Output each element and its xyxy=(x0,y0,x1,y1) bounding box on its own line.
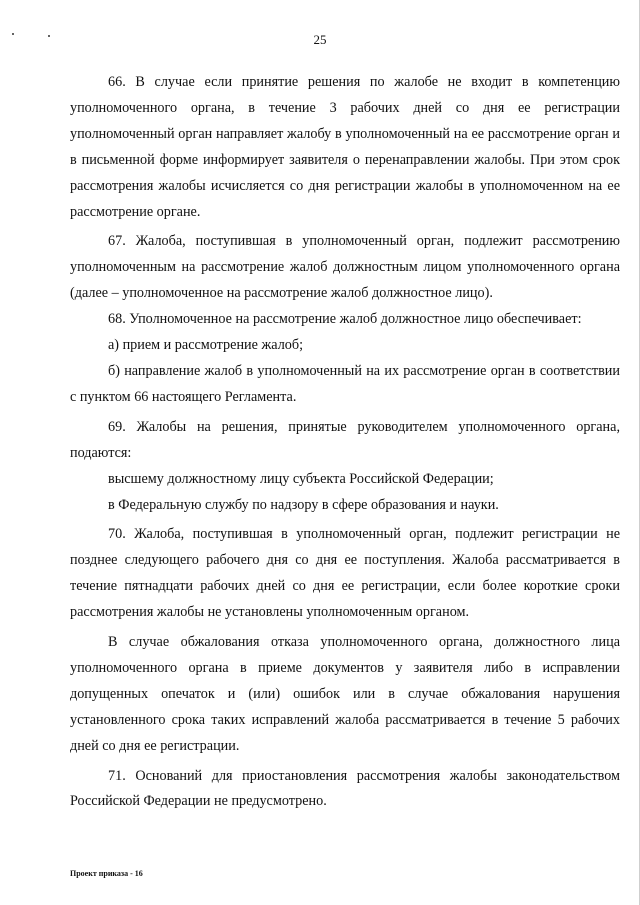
list-item-a: а) прием и рассмотрение жалоб; xyxy=(108,337,304,354)
list-item-subject: высшему должностному лицу субъекта Российской Федерации; xyxy=(108,470,494,487)
paragraph-68: 68. Уполномоченное на рассмотрение жалоб должностное лицо обеспечивает: xyxy=(108,311,582,328)
document-body xyxy=(70,70,620,815)
paragraph-66: 66. В случае если принятие решения по жалобе не входит в компетенцию уполномоченного органа, в течение 3 рабочих дней со дня ее регистрации уполномоченный орган направляет жалобу в уполномоченный на ее рассмотрение орган и в письменной форме информирует заявителя о перенаправлении жалобы. При этом срок рассмотрения жалобы исчисляется со дня регистрации жалобы в уполномоченном на ее рассмотрение органе. xyxy=(70,74,620,220)
paragraph-70-continuation: В случае обжалования отказа уполномоченного органа, должностного лица уполномоченного органа в приеме документов у заявителя либо в исправлении допущенных опечаток и (или) ошибок или в случае обжалования нарушения установленного срока таких исправлений жалоба рассматривается в течение 5 рабочих дней со дня ее регистрации. xyxy=(70,634,620,754)
paragraph-71: 71. Оснований для приостановления рассмотрения жалобы законодательством Российской Федерации не предусмотрено. xyxy=(70,767,620,810)
list-item-b: б) направление жалоб в уполномоченный на их рассмотрение орган в соответствии с пунктом 66 настоящего Регламента. xyxy=(70,362,620,405)
paragraph-69: 69. Жалобы на решения, принятые руководителем уполномоченного органа, подаются: xyxy=(70,418,620,461)
paragraph-67: 67. Жалоба, поступившая в уполномоченный орган, подлежит рассмотрению уполномоченным на рассмотрение жалоб должностным лицом уполномоченного органа (далее – уполномоченное на рассмотрение жалоб должностное лицо). xyxy=(70,233,620,302)
list-item-federal-service: в Федеральную службу по надзору в сфере образования и науки. xyxy=(108,496,499,513)
page-number: 25 xyxy=(313,32,327,47)
footer-note: Проект приказа - 16 xyxy=(70,869,143,878)
paragraph-70: 70. Жалоба, поступившая в уполномоченный орган, подлежит регистрации не позднее следующего рабочего дня со дня ее поступления. Жалоба рассматривается в течение пятнадцати рабочих дней со дня ее регистрации, если более короткие сроки рассмотрения жалобы не установлены уполномоченным органом. xyxy=(70,526,620,621)
